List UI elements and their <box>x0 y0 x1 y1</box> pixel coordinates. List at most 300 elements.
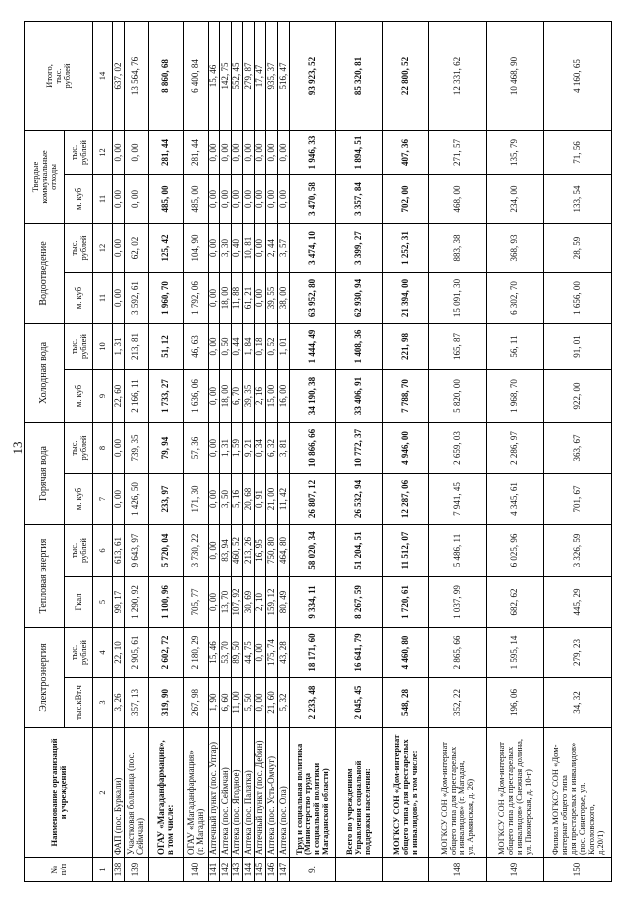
col-no-header: № п/п <box>25 858 93 882</box>
value-cell: 171, 30 <box>184 474 208 525</box>
value-cell: 0, 00 <box>266 174 278 223</box>
row-number <box>336 858 383 882</box>
row-name: ОГАУ «Магаданфармация» (г. Магадан) <box>184 728 208 858</box>
value-cell: 485, 00 <box>148 174 183 223</box>
row-name: Всего по учреждениям Управления социальной поддержки населения: <box>336 728 383 858</box>
value-cell: 6 302, 70 <box>486 273 544 324</box>
unit-gcal: Гкал <box>65 577 93 628</box>
row-name: ФАП (пос. Буркали) <box>112 728 124 858</box>
value-cell: 2 865, 66 <box>429 628 487 678</box>
value-cell: 1 946, 33 <box>289 130 336 174</box>
value-cell: 196, 06 <box>486 678 544 728</box>
value-cell: 10 772, 37 <box>336 423 383 474</box>
value-cell: 21, 60 <box>266 678 278 728</box>
row-name: Аптечный пункт (пос. Дебин) <box>254 728 266 858</box>
table-row <box>148 21 183 881</box>
value-cell: 0, 91 <box>254 474 266 525</box>
value-cell: 0, 00 <box>231 130 243 174</box>
value-cell: 133, 54 <box>544 174 612 223</box>
index-cell: 6 <box>93 525 113 577</box>
table-row <box>382 21 429 881</box>
value-cell: 7 788, 70 <box>382 370 429 423</box>
value-cell: 57, 36 <box>184 423 208 474</box>
value-cell: 11, 00 <box>231 678 243 728</box>
value-cell: 21 394, 00 <box>382 273 429 324</box>
table-row <box>254 21 266 881</box>
value-cell: 3 474, 10 <box>289 223 336 272</box>
value-cell: 0, 00 <box>266 130 278 174</box>
value-cell: 701, 67 <box>544 474 612 525</box>
value-cell: 22, 60 <box>112 370 124 423</box>
value-cell: 0, 00 <box>208 577 220 628</box>
value-cell: 15 091, 30 <box>429 273 487 324</box>
table-row <box>429 21 487 881</box>
value-cell: 9 643, 97 <box>124 525 148 577</box>
row-number: 9. <box>289 858 336 882</box>
value-cell: 5, 16 <box>231 474 243 525</box>
value-cell: 1 968, 70 <box>486 370 544 423</box>
value-cell: 935, 37 <box>266 21 278 130</box>
value-cell: 13, 70 <box>220 577 232 628</box>
table-row <box>336 21 383 881</box>
value-cell: 0, 00 <box>208 525 220 577</box>
row-number: 146 <box>266 858 278 882</box>
value-cell: 83, 94 <box>220 525 232 577</box>
value-cell: 2 659, 03 <box>429 423 487 474</box>
value-cell: 15, 46 <box>208 21 220 130</box>
value-cell: 3, 57 <box>278 223 290 272</box>
unit-kwh: тыс.кВт.ч <box>65 678 93 728</box>
value-cell: 85 320, 81 <box>336 21 383 130</box>
value-cell: 0, 00 <box>112 273 124 324</box>
value-cell: 0, 00 <box>124 174 148 223</box>
value-cell: 1 426, 50 <box>124 474 148 525</box>
table-row <box>112 21 124 881</box>
row-name: Аптека (пос. Сеймчан) <box>220 728 232 858</box>
value-cell: 12 331, 62 <box>429 21 487 130</box>
index-row <box>93 21 113 881</box>
index-cell: 12 <box>93 223 113 272</box>
unit-thousand-rub: тыс. рублей <box>65 423 93 474</box>
value-cell: 281, 44 <box>184 130 208 174</box>
index-cell: 8 <box>93 423 113 474</box>
value-cell: 883, 38 <box>429 223 487 272</box>
value-cell: 0, 00 <box>208 223 220 272</box>
value-cell: 56, 11 <box>486 324 544 370</box>
value-cell: 18, 00 <box>220 273 232 324</box>
value-cell: 1, 01 <box>278 324 290 370</box>
value-cell: 91, 01 <box>544 324 612 370</box>
row-name: Участковая больница (пос. Сеймчан) <box>124 728 148 858</box>
value-cell: 922, 00 <box>544 370 612 423</box>
value-cell: 125, 42 <box>148 223 183 272</box>
value-cell: 175, 74 <box>266 628 278 678</box>
value-cell: 702, 00 <box>382 174 429 223</box>
value-cell: 142, 75 <box>220 21 232 130</box>
value-cell: 613, 61 <box>112 525 124 577</box>
value-cell: 464, 80 <box>278 525 290 577</box>
value-cell: 135, 79 <box>486 130 544 174</box>
value-cell: 10 468, 90 <box>486 21 544 130</box>
index-cell: 10 <box>93 324 113 370</box>
value-cell: 5 720, 04 <box>148 525 183 577</box>
index-cell: 9 <box>93 370 113 423</box>
value-cell: 2, 16 <box>254 370 266 423</box>
value-cell: 267, 98 <box>184 678 208 728</box>
value-cell: 5, 32 <box>278 678 290 728</box>
value-cell: 7 941, 45 <box>429 474 487 525</box>
value-cell: 0, 00 <box>112 423 124 474</box>
value-cell: 51, 12 <box>148 324 183 370</box>
value-cell: 53, 70 <box>220 628 232 678</box>
row-name: Труд и социальная политика (Министерство труда и социальной политики Магаданской области) <box>289 728 336 858</box>
value-cell: 159, 12 <box>266 577 278 628</box>
value-cell: 548, 28 <box>382 678 429 728</box>
value-cell: 104, 90 <box>184 223 208 272</box>
row-name: Филиал МОГКСУ СОН «Дом- интернат общего типа для престарелых и инвалидов» (пос. Синегорье, ул. Коголовского, д.20/1) <box>544 728 612 858</box>
value-cell: 9, 21 <box>243 423 255 474</box>
value-cell: 1 037, 99 <box>429 577 487 628</box>
value-cell: 460, 52 <box>231 525 243 577</box>
col-heat-header: Тепловая энергия <box>25 525 65 628</box>
value-cell: 79, 94 <box>148 423 183 474</box>
value-cell: 0, 00 <box>278 130 290 174</box>
value-cell: 1 720, 61 <box>382 577 429 628</box>
value-cell: 0, 50 <box>220 324 232 370</box>
col-electricity-header: Электроэнергия <box>25 628 65 728</box>
value-cell: 99, 17 <box>112 577 124 628</box>
row-number <box>382 858 429 882</box>
value-cell: 4 460, 80 <box>382 628 429 678</box>
row-number: 147 <box>278 858 290 882</box>
table-row <box>486 21 544 881</box>
value-cell: 0, 00 <box>112 130 124 174</box>
table-row <box>544 21 612 881</box>
value-cell: 3, 26 <box>112 678 124 728</box>
value-cell: 0, 00 <box>208 324 220 370</box>
value-cell: 80, 49 <box>278 577 290 628</box>
col-solid-waste-header: Твердые коммунальные отходы <box>25 130 65 223</box>
value-cell: 0, 00 <box>243 130 255 174</box>
unit-thousand-rub: тыс. рублей <box>65 525 93 577</box>
value-cell: 3, 81 <box>278 423 290 474</box>
value-cell: 6, 70 <box>231 370 243 423</box>
index-cell: 11 <box>93 174 113 223</box>
row-number: 150 <box>544 858 612 882</box>
value-cell: 3 357, 84 <box>336 174 383 223</box>
col-hot-water-header: Горячая вода <box>25 423 65 525</box>
value-cell: 0, 00 <box>220 174 232 223</box>
value-cell: 8 267, 59 <box>336 577 383 628</box>
value-cell: 30, 69 <box>243 577 255 628</box>
value-cell: 6 400, 84 <box>184 21 208 130</box>
value-cell: 4 946, 00 <box>382 423 429 474</box>
value-cell: 39, 55 <box>266 273 278 324</box>
col-total-header: Итого, тыс. рублей <box>25 21 93 130</box>
col-cold-water-header: Холодная вода <box>25 324 65 423</box>
utilities-table <box>24 21 612 882</box>
value-cell: 0, 00 <box>254 130 266 174</box>
row-number: 142 <box>220 858 232 882</box>
index-cell: 4 <box>93 628 113 678</box>
value-cell: 1 100, 96 <box>148 577 183 628</box>
value-cell: 1 595, 14 <box>486 628 544 678</box>
index-cell: 2 <box>93 728 113 858</box>
value-cell: 279, 87 <box>243 21 255 130</box>
row-number: 143 <box>231 858 243 882</box>
value-cell: 352, 22 <box>429 678 487 728</box>
value-cell: 62 930, 94 <box>336 273 383 324</box>
value-cell: 234, 00 <box>486 174 544 223</box>
value-cell: 2 180, 29 <box>184 628 208 678</box>
value-cell: 11, 42 <box>278 474 290 525</box>
value-cell: 89, 50 <box>231 628 243 678</box>
unit-thousand-rub: тыс. рублей <box>65 223 93 272</box>
value-cell: 739, 35 <box>124 423 148 474</box>
table-row <box>124 21 148 881</box>
value-cell: 6, 60 <box>220 678 232 728</box>
value-cell: 9 334, 11 <box>289 577 336 628</box>
table-row <box>278 21 290 881</box>
value-cell: 2 045, 45 <box>336 678 383 728</box>
value-cell: 1 656, 00 <box>544 273 612 324</box>
index-cell: 7 <box>93 474 113 525</box>
value-cell: 28, 59 <box>544 223 612 272</box>
value-cell: 1 733, 27 <box>148 370 183 423</box>
value-cell: 637, 02 <box>112 21 124 130</box>
row-name: Аптека (пос. Ола) <box>278 728 290 858</box>
index-cell: 14 <box>93 21 113 130</box>
unit-m3: м. куб <box>65 474 93 525</box>
value-cell: 26 532, 94 <box>336 474 383 525</box>
value-cell: 1 290, 92 <box>124 577 148 628</box>
value-cell: 6, 32 <box>266 423 278 474</box>
value-cell: 16 641, 79 <box>336 628 383 678</box>
value-cell: 221, 98 <box>382 324 429 370</box>
value-cell: 3 470, 58 <box>289 174 336 223</box>
value-cell: 1 636, 06 <box>184 370 208 423</box>
value-cell: 271, 57 <box>429 130 487 174</box>
value-cell: 1 792, 06 <box>184 273 208 324</box>
index-cell: 11 <box>93 273 113 324</box>
page-number: 13 <box>10 441 25 455</box>
value-cell: 0, 00 <box>124 130 148 174</box>
value-cell: 468, 00 <box>429 174 487 223</box>
row-number: 149 <box>486 858 544 882</box>
value-cell: 0, 00 <box>208 370 220 423</box>
value-cell: 58 020, 34 <box>289 525 336 577</box>
value-cell: 4 160, 65 <box>544 21 612 130</box>
value-cell: 5 486, 11 <box>429 525 487 577</box>
value-cell: 0, 00 <box>243 174 255 223</box>
col-name-header: Наименование организаций и учреждений <box>25 728 93 858</box>
value-cell: 22 800, 52 <box>382 21 429 130</box>
value-cell: 2 905, 61 <box>124 628 148 678</box>
value-cell: 26 807, 12 <box>289 474 336 525</box>
value-cell: 16, 95 <box>254 525 266 577</box>
value-cell: 18 171, 60 <box>289 628 336 678</box>
row-name: МОГКСУ СОН «Дом-интернат общего типа для престарелых и инвалидов» (Снежная долина, ул. Пионерская, д. 10-г) <box>486 728 544 858</box>
value-cell: 1, 31 <box>112 324 124 370</box>
value-cell: 62, 02 <box>124 223 148 272</box>
value-cell: 0, 00 <box>208 474 220 525</box>
value-cell: 3 592, 61 <box>124 273 148 324</box>
index-cell: 3 <box>93 678 113 728</box>
value-cell: 5, 50 <box>243 678 255 728</box>
row-number <box>148 858 183 882</box>
value-cell: 0, 34 <box>254 423 266 474</box>
value-cell: 0, 00 <box>208 273 220 324</box>
value-cell: 2, 44 <box>266 223 278 272</box>
value-cell: 3 730, 22 <box>184 525 208 577</box>
value-cell: 4 345, 61 <box>486 474 544 525</box>
value-cell: 0, 00 <box>220 130 232 174</box>
table-body <box>93 21 612 881</box>
value-cell: 3 326, 59 <box>544 525 612 577</box>
value-cell: 11 512, 07 <box>382 525 429 577</box>
value-cell: 21, 00 <box>266 474 278 525</box>
value-cell: 15, 46 <box>208 628 220 678</box>
value-cell: 0, 00 <box>112 223 124 272</box>
value-cell: 10 866, 66 <box>289 423 336 474</box>
table-row <box>220 21 232 881</box>
value-cell: 0, 44 <box>231 324 243 370</box>
value-cell: 3, 30 <box>220 223 232 272</box>
unit-m3: м. куб <box>65 174 93 223</box>
table-row <box>243 21 255 881</box>
value-cell: 445, 29 <box>544 577 612 628</box>
value-cell: 33 406, 91 <box>336 370 383 423</box>
value-cell: 279, 23 <box>544 628 612 678</box>
value-cell: 0, 00 <box>254 223 266 272</box>
value-cell: 34 190, 38 <box>289 370 336 423</box>
value-cell: 20, 68 <box>243 474 255 525</box>
table-row <box>266 21 278 881</box>
row-number: 144 <box>243 858 255 882</box>
value-cell: 357, 13 <box>124 678 148 728</box>
unit-m3: м. куб <box>65 273 93 324</box>
value-cell: 0, 00 <box>208 174 220 223</box>
index-cell: 1 <box>93 858 113 882</box>
value-cell: 38, 00 <box>278 273 290 324</box>
value-cell: 107, 92 <box>231 577 243 628</box>
value-cell: 18, 00 <box>220 370 232 423</box>
value-cell: 12 287, 06 <box>382 474 429 525</box>
value-cell: 51 204, 51 <box>336 525 383 577</box>
value-cell: 705, 77 <box>184 577 208 628</box>
value-cell: 2 233, 48 <box>289 678 336 728</box>
value-cell: 552, 45 <box>231 21 243 130</box>
value-cell: 1, 31 <box>220 423 232 474</box>
value-cell: 750, 80 <box>266 525 278 577</box>
row-number: 141 <box>208 858 220 882</box>
value-cell: 1 960, 70 <box>148 273 183 324</box>
value-cell: 15, 00 <box>266 370 278 423</box>
row-number: 139 <box>124 858 148 882</box>
value-cell: 682, 62 <box>486 577 544 628</box>
col-water-disposal-header: Водоотведение <box>25 223 65 323</box>
value-cell: 0, 00 <box>254 628 266 678</box>
value-cell: 17, 47 <box>254 21 266 130</box>
row-number: 145 <box>254 858 266 882</box>
value-cell: 0, 52 <box>266 324 278 370</box>
value-cell: 6 025, 96 <box>486 525 544 577</box>
unit-thousand-rub: тыс. рублей <box>65 628 93 678</box>
value-cell: 43, 28 <box>278 628 290 678</box>
value-cell: 319, 90 <box>148 678 183 728</box>
value-cell: 233, 97 <box>148 474 183 525</box>
value-cell: 2 602, 72 <box>148 628 183 678</box>
value-cell: 1, 90 <box>208 678 220 728</box>
row-name: Аптечный пункт (пос. Уптар) <box>208 728 220 858</box>
row-name: Аптека (пос. Усть-Омчуг) <box>266 728 278 858</box>
value-cell: 3 399, 27 <box>336 223 383 272</box>
value-cell: 407, 36 <box>382 130 429 174</box>
value-cell: 0, 00 <box>254 273 266 324</box>
row-name: Аптека (пос. Палатка) <box>243 728 255 858</box>
value-cell: 2 166, 11 <box>124 370 148 423</box>
value-cell: 516, 47 <box>278 21 290 130</box>
index-cell: 5 <box>93 577 113 628</box>
index-cell: 12 <box>93 130 113 174</box>
row-name: МОГКСУ СОН «Дом-интернат общего типа для престарелых и инвалидов» (г. Магадан, ул. Армянская, д. 26) <box>429 728 487 858</box>
table-row <box>184 21 208 881</box>
value-cell: 22, 10 <box>112 628 124 678</box>
value-cell: 0, 00 <box>208 130 220 174</box>
value-cell: 0, 00 <box>112 174 124 223</box>
value-cell: 44, 75 <box>243 628 255 678</box>
value-cell: 93 923, 52 <box>289 21 336 130</box>
value-cell: 71, 56 <box>544 130 612 174</box>
value-cell: 213, 26 <box>243 525 255 577</box>
value-cell: 0, 40 <box>231 223 243 272</box>
unit-thousand-rub: тыс. рублей <box>65 130 93 174</box>
value-cell: 1 444, 49 <box>289 324 336 370</box>
value-cell: 0, 00 <box>278 174 290 223</box>
value-cell: 0, 00 <box>254 174 266 223</box>
value-cell: 16, 00 <box>278 370 290 423</box>
value-cell: 61, 21 <box>243 273 255 324</box>
value-cell: 0, 00 <box>208 423 220 474</box>
value-cell: 485, 00 <box>184 174 208 223</box>
value-cell: 10, 81 <box>243 223 255 272</box>
value-cell: 3, 50 <box>220 474 232 525</box>
table-row <box>289 21 336 881</box>
value-cell: 39, 35 <box>243 370 255 423</box>
value-cell: 213, 81 <box>124 324 148 370</box>
value-cell: 5 820, 00 <box>429 370 487 423</box>
value-cell: 1, 59 <box>231 423 243 474</box>
value-cell: 2 286, 97 <box>486 423 544 474</box>
row-number: 138 <box>112 858 124 882</box>
value-cell: 1, 84 <box>243 324 255 370</box>
value-cell: 363, 67 <box>544 423 612 474</box>
table-row <box>208 21 220 881</box>
value-cell: 368, 93 <box>486 223 544 272</box>
value-cell: 1 408, 36 <box>336 324 383 370</box>
value-cell: 46, 63 <box>184 324 208 370</box>
value-cell: 2, 10 <box>254 577 266 628</box>
row-name: Аптека (пос. Ягодное) <box>231 728 243 858</box>
row-number: 148 <box>429 858 487 882</box>
row-name: ОГАУ «Магаданфармация», в том числе: <box>148 728 183 858</box>
value-cell: 0, 18 <box>254 324 266 370</box>
value-cell: 34, 32 <box>544 678 612 728</box>
value-cell: 8 860, 68 <box>148 21 183 130</box>
value-cell: 0, 00 <box>231 174 243 223</box>
row-number: 140 <box>184 858 208 882</box>
value-cell: 165, 87 <box>429 324 487 370</box>
